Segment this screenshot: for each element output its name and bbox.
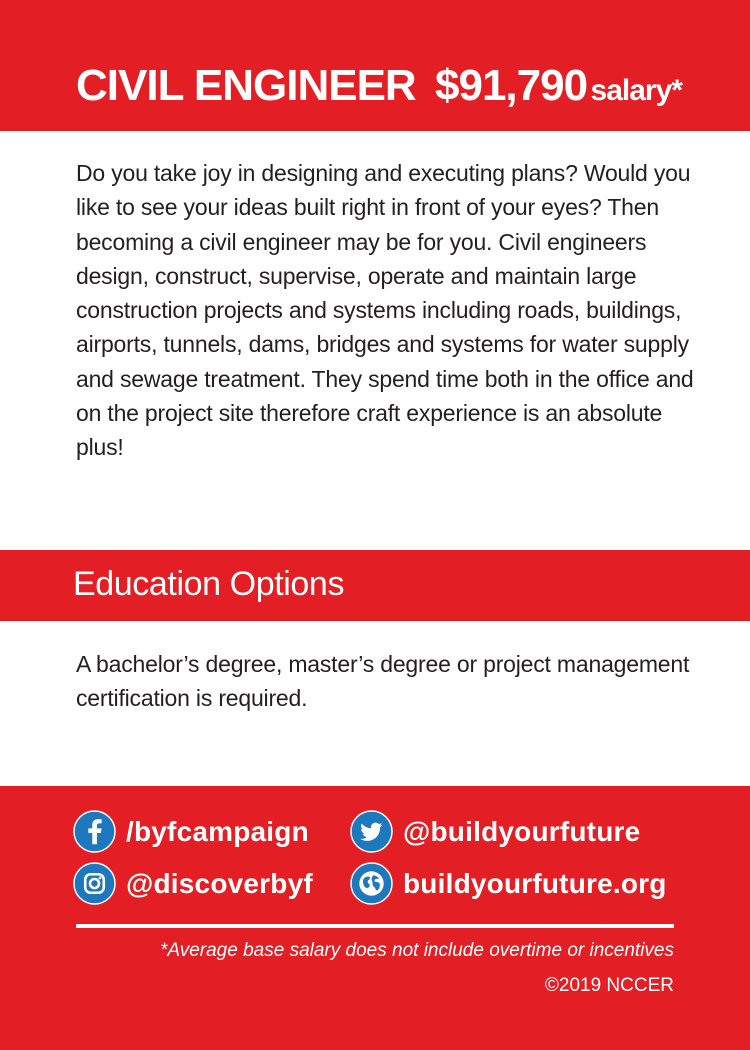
footer-band [0,786,750,1050]
copyright: ©2019 NCCER [544,975,674,996]
footer-divider [76,924,674,928]
instagram-handle: @discoverbyf [126,867,313,899]
facebook-link[interactable] [73,810,309,853]
salary-disclaimer: *Average base salary does not include overtime or incentives [160,940,674,961]
header-band [0,0,750,131]
education-heading: Education Options [73,565,345,603]
education-band [0,550,750,621]
website-link[interactable] [350,862,667,905]
globe-icon [350,862,393,905]
instagram-link[interactable] [73,862,313,905]
twitter-handle: @buildyourfuture [403,815,641,847]
job-description: Do you take joy in designing and executing plans? Would you like to see your ideas built right in front of your eyes? Then becoming a civil engineer may be for you. Civil engineers design, construct, supervise, operate and maintain large construction projects and systems including roads, buildings, airports, tunnels, dams, bridges and systems for water supply and sewage treatment. They spend time both in the office and on the project site therefore craft experience is an absolute plus! [76,160,694,461]
education-text: A bachelor’s degree, master’s degree or project management certification is required. [76,651,690,711]
twitter-link[interactable] [350,810,640,853]
salary-amount: $91,790 [435,61,588,110]
salary-suffix: salary* [590,74,682,107]
instagram-icon [73,862,116,905]
salary [435,61,682,111]
facebook-icon [73,810,116,853]
job-title: CIVIL ENGINEER [76,61,416,110]
website-url: buildyourfuture.org [403,867,667,899]
facebook-handle: /byfcampaign [126,815,309,847]
twitter-icon [350,810,393,853]
